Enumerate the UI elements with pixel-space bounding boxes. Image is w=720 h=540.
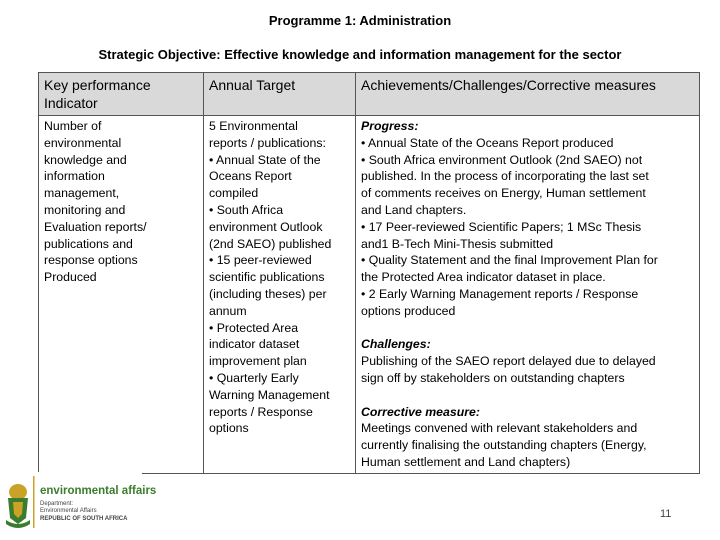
kpi-table <box>38 72 700 474</box>
annual-target-cell: 5 Environmental reports / publications: • Annual State of the Oceans Report compiled • South Africa environment Outlook (2nd SAEO) published • 15 peer-reviewed scientific publications (including theses) per annum • Protected Area indicator dataset improvement plan • Quarterly Early Warning Management reports / Response options <box>204 116 356 474</box>
achievements-cell: Progress: • Annual State of the Oceans Report produced • South Africa environment Outlook (2nd SAEO) not published. In the process of incorporating the last set of comments receives on Energy, Human settlement and Land chapters. • 17 Peer-reviewed Scientific Papers; 1 MSc Thesis and1 B-Tech Mini-Thesis submitted • Quality Statement and the final Improvement Plan for the Protected Area indicator dataset in place. • 2 Early Warning Management reports / Response options produced Challenges: Publishing of the SAEO report delayed due to delayed sign off by stakeholders on outstanding chapters Corrective measure: Meetings convened with relevant stakeholders and currently finalising the outstanding chapters (Energy, Human settlement and Land chapters) <box>356 116 700 474</box>
svg-text:Department:: Department: <box>40 501 74 507</box>
progress-heading: Progress: <box>361 119 419 133</box>
corrective-heading: Corrective measure: <box>361 404 480 419</box>
page-title: Programme 1: Administration <box>268 13 452 28</box>
table-row <box>39 116 700 474</box>
header-kpi: Key performance Indicator <box>39 73 204 116</box>
header-annual-target: Annual Target <box>204 73 356 116</box>
table-header-row <box>39 73 700 116</box>
spacer <box>361 320 695 337</box>
spacer <box>361 387 695 404</box>
header-achievements: Achievements/Challenges/Corrective measures <box>356 73 700 116</box>
svg-text:REPUBLIC OF SOUTH AFRICA: REPUBLIC OF SOUTH AFRICA <box>40 516 128 522</box>
challenges-heading: Challenges: <box>361 337 431 352</box>
kpi-cell: Number of environmental knowledge and information management, monitoring and Evaluation reports/ publications and response options Produced <box>39 116 204 474</box>
strategic-objective: Strategic Objective: Effective knowledge and information management for the sector <box>98 47 622 62</box>
svg-text:Environmental Affairs: Environmental Affairs <box>40 508 97 514</box>
svg-text:environmental affairs: environmental affairs <box>40 485 157 497</box>
page-number: 11 <box>660 508 672 520</box>
coat-of-arms-icon <box>2 472 157 532</box>
environmental-affairs-logo <box>2 472 157 532</box>
